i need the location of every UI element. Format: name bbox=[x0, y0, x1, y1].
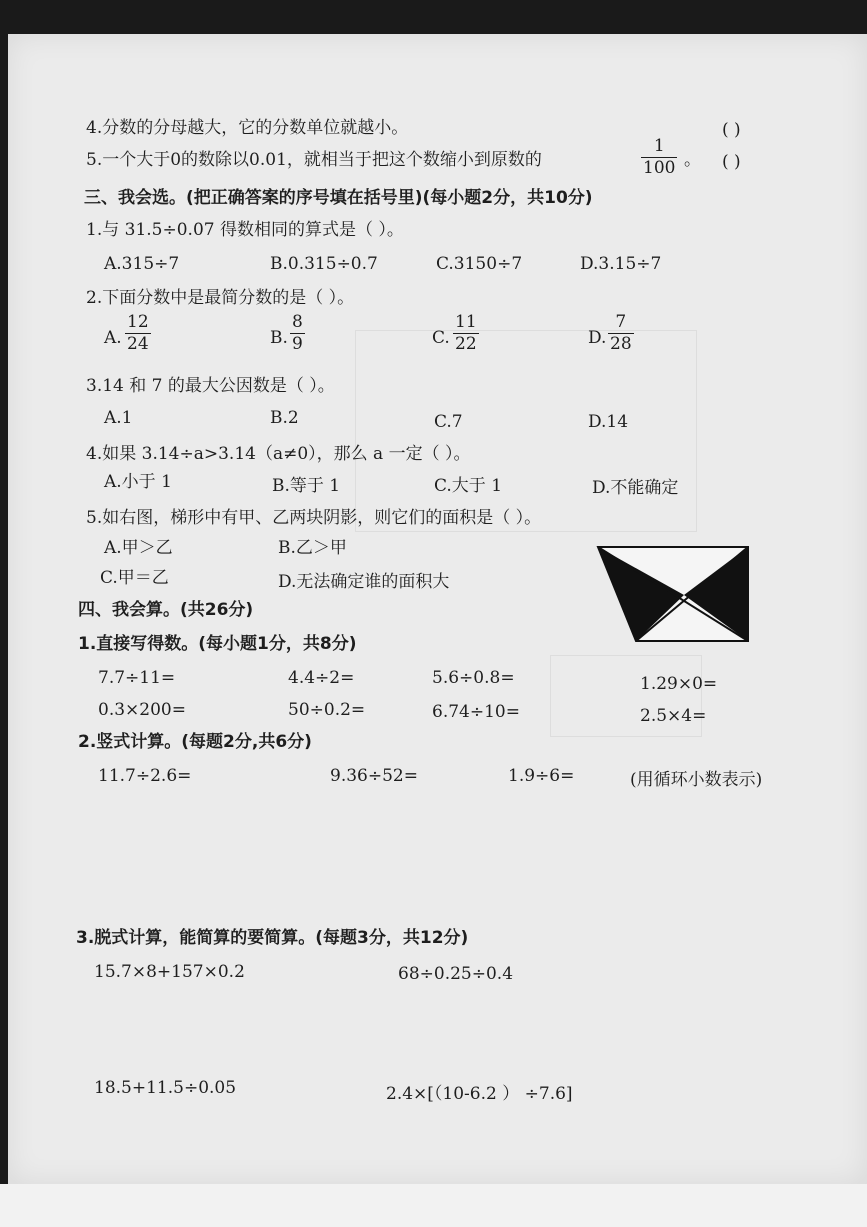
section3-title: 三、我会选。(把正确答案的序号填在括号里)(每小题2分，共10分) bbox=[84, 188, 593, 208]
trapezoid-figure bbox=[596, 545, 750, 645]
fraction-denominator: 28 bbox=[610, 334, 632, 354]
choice-q3-stem: 3.14 和 7 的最大公因数是（ ）。 bbox=[86, 376, 335, 396]
judgment-q5: 5.一个大于0的数除以0.01，就相当于把这个数缩小到原数的 bbox=[86, 150, 542, 170]
choice-q4-option-c[interactable]: C.大于 1 bbox=[434, 476, 503, 496]
choice-q2-option-d[interactable]: D. bbox=[588, 328, 607, 348]
fraction-numerator: 11 bbox=[455, 312, 477, 332]
fraction-numerator: 1 bbox=[653, 136, 665, 156]
step-calc-item: 68÷0.25÷0.4 bbox=[398, 964, 514, 984]
scan-edge bbox=[0, 1184, 867, 1227]
oral-calc-item: 4.4÷2= bbox=[288, 668, 355, 688]
choice-q4-option-d[interactable]: D.不能确定 bbox=[592, 478, 679, 498]
fraction-7-28 bbox=[608, 314, 634, 353]
vertical-calc-item: 9.36÷52= bbox=[330, 766, 418, 786]
choice-q3-option-a[interactable]: A.1 bbox=[104, 408, 133, 428]
choice-q1-stem: 1.与 31.5÷0.07 得数相同的算式是（ ）。 bbox=[86, 220, 404, 240]
vertical-calc-item: 11.7÷2.6= bbox=[98, 766, 192, 786]
step-calc-item: 18.5+11.5÷0.05 bbox=[94, 1078, 237, 1098]
fraction-denominator: 24 bbox=[127, 334, 149, 354]
step-calc-item: 2.4×[（10-6.2 ） ÷7.6] bbox=[386, 1084, 573, 1104]
vertical-calc-item: 1.9÷6= bbox=[508, 766, 575, 786]
repeating-decimal-note: (用循环小数表示) bbox=[630, 770, 763, 790]
oral-calc-item: 7.7÷11= bbox=[98, 668, 176, 688]
oral-calc-item: 50÷0.2= bbox=[288, 700, 366, 720]
oral-calc-item: 5.6÷0.8= bbox=[432, 668, 515, 688]
answer-paren-j5[interactable]: ( ) bbox=[722, 152, 741, 172]
step-calc-item: 15.7×8+157×0.2 bbox=[94, 962, 245, 982]
choice-q5-option-b[interactable]: B.乙＞甲 bbox=[278, 538, 347, 558]
choice-q5-option-d[interactable]: D.无法确定谁的面积大 bbox=[278, 572, 450, 592]
fraction-denominator: 9 bbox=[292, 334, 303, 354]
fraction-numerator: 12 bbox=[127, 312, 149, 332]
answer-paren-j4[interactable]: ( ) bbox=[722, 120, 741, 140]
fraction-denominator: 22 bbox=[455, 334, 477, 354]
fraction-12-24 bbox=[125, 314, 151, 353]
fraction-numerator: 8 bbox=[292, 312, 303, 332]
choice-q2-option-a[interactable]: A. bbox=[104, 328, 122, 348]
oral-calc-item: 0.3×200= bbox=[98, 700, 186, 720]
choice-q3-option-b[interactable]: B.2 bbox=[270, 408, 299, 428]
judgment-q4: 4.分数的分母越大，它的分数单位就越小。 bbox=[86, 118, 409, 138]
bleed-through-grid bbox=[355, 330, 697, 532]
choice-q1-option-a[interactable]: A.315÷7 bbox=[104, 254, 180, 274]
choice-q2-option-b[interactable]: B. bbox=[270, 328, 288, 348]
part1-title: 1.直接写得数。(每小题1分，共8分) bbox=[78, 634, 357, 654]
choice-q5-option-c[interactable]: C.甲＝乙 bbox=[100, 568, 169, 588]
fraction-numerator: 7 bbox=[615, 312, 627, 332]
part2-title: 2.竖式计算。(每题2分,共6分) bbox=[78, 732, 312, 752]
choice-q1-option-c[interactable]: C.3150÷7 bbox=[436, 254, 523, 274]
choice-q5-stem: 5.如右图，梯形中有甲、乙两块阴影，则它们的面积是（ ）。 bbox=[86, 508, 542, 528]
fraction-denominator: 100 bbox=[643, 158, 676, 178]
section4-title: 四、我会算。(共26分) bbox=[78, 600, 254, 620]
choice-q2-option-c[interactable]: C. bbox=[432, 328, 450, 348]
oral-calc-item: 1.29×0= bbox=[640, 674, 718, 694]
choice-q3-option-d[interactable]: D.14 bbox=[588, 412, 629, 432]
fraction-11-22 bbox=[453, 314, 479, 353]
choice-q1-option-b[interactable]: B.0.315÷0.7 bbox=[270, 254, 378, 274]
choice-q2-stem: 2.下面分数中是最简分数的是（ ）。 bbox=[86, 288, 355, 308]
oral-calc-item: 6.74÷10= bbox=[432, 702, 520, 722]
judgment-q5-end: 。 bbox=[684, 150, 701, 170]
fraction-8-9 bbox=[290, 314, 305, 353]
fraction-1-100 bbox=[641, 138, 677, 177]
choice-q4-stem: 4.如果 3.14÷a>3.14（a≠0），那么 a 一定（ ）。 bbox=[86, 444, 471, 464]
choice-q4-option-b[interactable]: B.等于 1 bbox=[272, 476, 341, 496]
part3-title: 3.脱式计算，能简算的要简算。(每题3分，共12分) bbox=[76, 928, 469, 948]
choice-q3-option-c[interactable]: C.7 bbox=[434, 412, 463, 432]
choice-q1-option-d[interactable]: D.3.15÷7 bbox=[580, 254, 662, 274]
oral-calc-item: 2.5×4= bbox=[640, 706, 707, 726]
choice-q4-option-a[interactable]: A.小于 1 bbox=[104, 472, 172, 492]
choice-q5-option-a[interactable]: A.甲＞乙 bbox=[104, 538, 173, 558]
